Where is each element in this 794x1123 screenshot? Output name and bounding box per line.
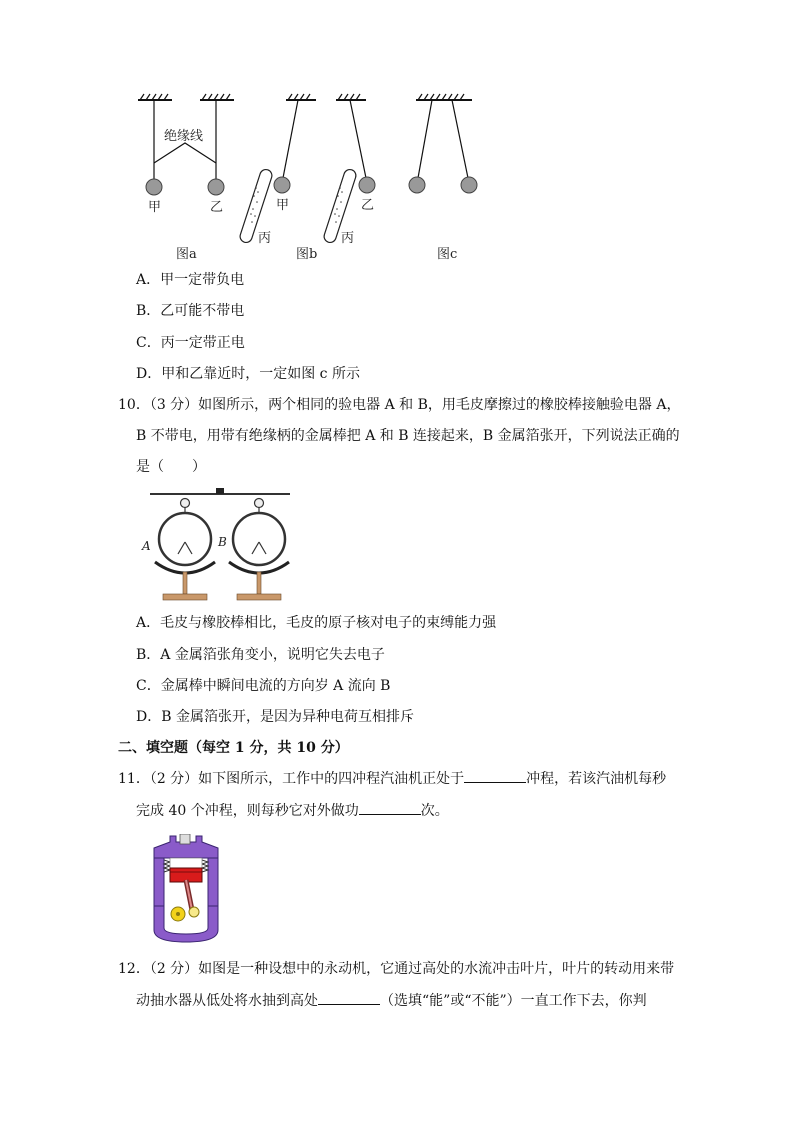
q12-line2-text-a: 动抽水器从低处将水抽到高处	[136, 993, 318, 1009]
q12-line2	[136, 990, 647, 1010]
q9-option-d[interactable]: D．甲和乙靠近时，一定如图 c 所示	[136, 366, 360, 382]
label-jia-b: 甲	[276, 198, 290, 213]
label-insulating-line: 绝缘线	[164, 129, 204, 144]
caption-fig-a: 图a	[176, 247, 197, 262]
q12-line2-text-b: （选填“能”或“不能”）一直工作下去，你判	[380, 993, 647, 1009]
q9-option-c[interactable]: C．丙一定带正电	[136, 335, 245, 351]
q10-option-a[interactable]: A．毛皮与橡胶棒相比，毛皮的原子核对电子的束缚能力强	[136, 615, 497, 631]
q11-line2	[136, 800, 449, 820]
q11-line2-text-a: 完成 40 个冲程，则每秒它对外做功	[136, 803, 359, 819]
q10-stem-line3: 是（ ）	[136, 459, 206, 475]
q11-blank-1[interactable]	[464, 768, 526, 783]
q10-stem-line2: B 不带电，用带有绝缘柄的金属棒把 A 和 B 连接起来，B 金属箔张开，下列说法正确的	[136, 428, 680, 444]
label-bing-b2: 丙	[341, 231, 355, 246]
q9-option-a[interactable]: A．甲一定带负电	[136, 272, 245, 288]
q11-line2-text-b: 次。	[420, 803, 449, 819]
q11-blank-2[interactable]	[359, 800, 421, 815]
q11-line1-text-b: 冲程，若该汽油机每秒	[526, 771, 667, 787]
caption-fig-c: 图c	[437, 247, 458, 262]
q12-line1: 12．（2 分）如图是一种设想中的永动机，它通过高处的水流冲击叶片，叶片的转动用来带	[118, 961, 675, 977]
electroscope-stands	[155, 562, 289, 600]
figure-electroscopes	[138, 484, 298, 604]
figure-gasoline-engine	[140, 834, 232, 946]
q9-option-b[interactable]: B．乙可能不带电	[136, 303, 245, 319]
label-yi-a: 乙	[210, 200, 224, 215]
section-title-fill-in: 二、填空题（每空 1 分，共 10 分）	[118, 740, 349, 756]
label-yi-b: 乙	[361, 198, 375, 213]
caption-fig-b: 图b	[296, 247, 318, 262]
label-electroscope-a: A	[142, 539, 151, 553]
q12-blank-1[interactable]	[318, 990, 380, 1005]
q10-option-b[interactable]: B．A 金属箔张角变小，说明它失去电子	[136, 647, 385, 663]
q10-option-c[interactable]: C．金属棒中瞬间电流的方向岁 A 流向 B	[136, 678, 391, 694]
label-jia-a: 甲	[148, 200, 162, 215]
q11-line1	[118, 768, 666, 788]
q10-stem-line1: 10．（3 分）如图所示，两个相同的验电器 A 和 B，用毛皮摩擦过的橡胶棒接触验电器 A，	[118, 397, 681, 413]
q10-option-d[interactable]: D．B 金属箔张开，是因为异种电荷互相排斥	[136, 709, 414, 725]
q11-line1-text-a: 11．（2 分）如下图所示，工作中的四冲程汽油机正处于	[118, 771, 465, 787]
label-electroscope-b: B	[218, 535, 227, 549]
label-bing-b1: 丙	[258, 231, 272, 246]
figure-charged-balls	[130, 88, 480, 268]
